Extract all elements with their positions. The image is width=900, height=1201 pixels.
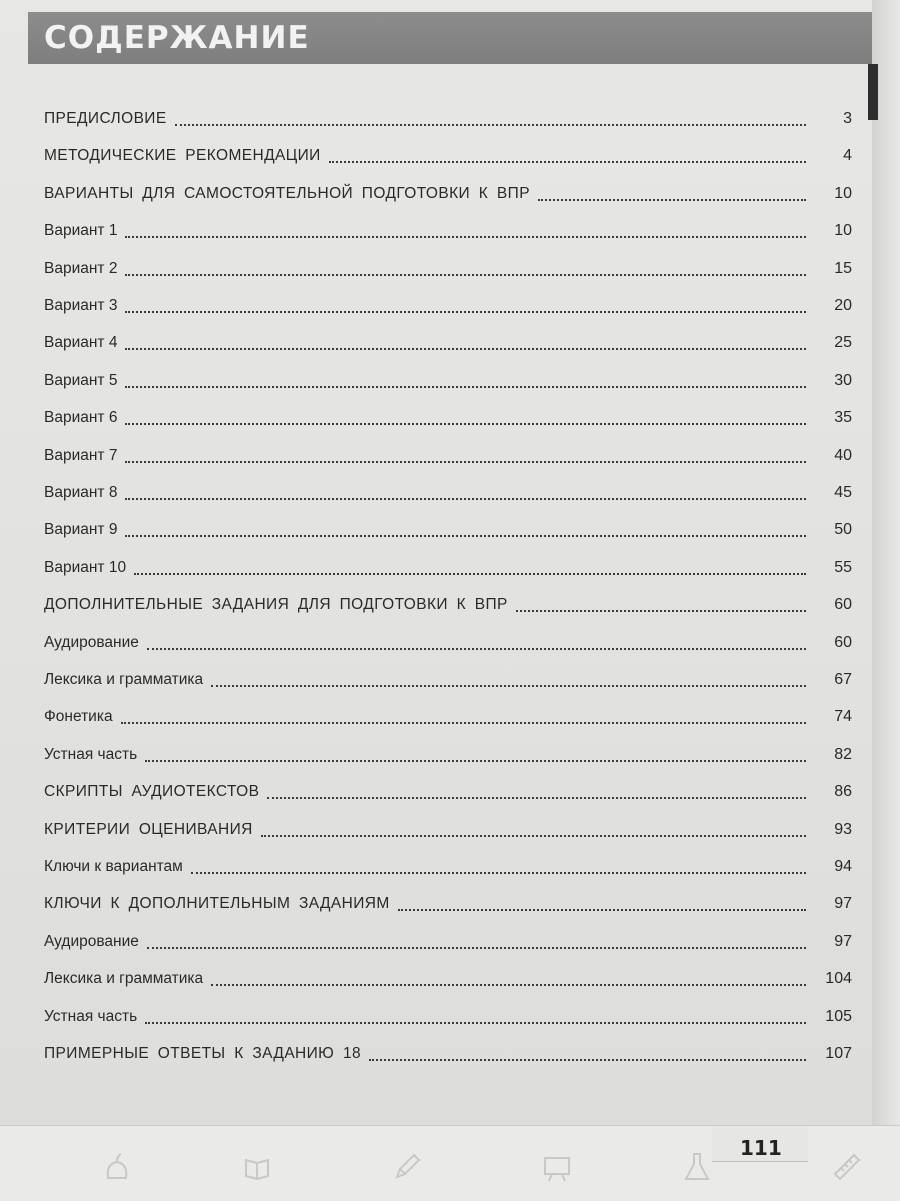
toc-entry-title: Фонетика [44, 708, 113, 726]
dot-leader [125, 497, 806, 500]
toc-entry [44, 1035, 852, 1065]
toc-entry [44, 437, 852, 467]
toc-entry-title: Аудирование [44, 633, 139, 651]
toc-entry-title: Вариант 2 [44, 259, 118, 277]
dot-leader [261, 834, 806, 837]
dot-leader [211, 684, 806, 687]
dot-leader [267, 796, 806, 799]
toc-entry-page: 107 [825, 1045, 852, 1062]
toc-entry [44, 287, 852, 317]
toc-entry [44, 474, 852, 504]
toc-entry-page: 104 [825, 970, 852, 988]
toc-entry-title: ДОПОЛНИТЕЛЬНЫЕ ЗАДАНИЯ ДЛЯ ПОДГОТОВКИ К ВПР [44, 596, 508, 614]
toc-entry-page: 10 [834, 184, 852, 202]
title-bar-shadow [868, 64, 878, 120]
toc-entry-page: 74 [834, 708, 852, 726]
toc-entry-page: 10 [834, 222, 852, 240]
dot-leader [538, 198, 806, 201]
dot-leader [516, 609, 806, 612]
toc-entry-page: 25 [834, 334, 852, 352]
toc-entry-title: Лексика и грамматика [44, 671, 204, 688]
dot-leader [125, 385, 806, 388]
toc-entry [44, 773, 852, 803]
toc-entry-title: Вариант 3 [44, 297, 118, 314]
toc-entry-page: 55 [834, 558, 852, 576]
flask-doodle-icon [680, 1150, 714, 1184]
toc-entry-page: 20 [834, 297, 852, 314]
page-title: СОДЕРЖАНИЕ [44, 20, 310, 56]
toc-entry [44, 736, 852, 766]
toc-entry-page: 35 [834, 409, 852, 427]
ruler-doodle-icon [830, 1150, 864, 1184]
dot-leader [125, 235, 806, 238]
toc-entry-title: Аудирование [44, 932, 139, 950]
toc-entry-title: Вариант 4 [44, 334, 118, 352]
toc-entry [44, 923, 852, 953]
toc-entry-page: 3 [843, 110, 852, 127]
toc-entry-page: 50 [834, 521, 852, 539]
book-doodle-icon [240, 1150, 274, 1184]
toc-entry-title: ПРЕДИСЛОВИЕ [44, 110, 167, 127]
toc-entry-title: Вариант 1 [44, 222, 118, 240]
toc-entry-page: 45 [834, 484, 852, 501]
toc-entry [44, 624, 852, 654]
toc-entry [44, 885, 852, 915]
dot-leader [369, 1058, 806, 1061]
board-doodle-icon [540, 1150, 574, 1184]
toc-entry-page: 30 [834, 371, 852, 389]
toc-entry-title: Ключи к вариантам [44, 858, 183, 875]
toc-entry [44, 212, 852, 242]
toc-entry [44, 811, 852, 841]
toc-entry-title: МЕТОДИЧЕСКИЕ РЕКОМЕНДАЦИИ [44, 147, 321, 165]
toc-entry [44, 549, 852, 579]
page-edge [872, 0, 900, 1200]
toc-entry-title: Вариант 9 [44, 521, 118, 539]
toc-entry-title: Вариант 5 [44, 371, 118, 389]
toc-entry-page: 40 [834, 446, 852, 464]
dot-leader [398, 908, 806, 911]
dot-leader [329, 160, 806, 163]
toc-entry-title: СКРИПТЫ АУДИОТЕКСТОВ [44, 783, 260, 801]
dot-leader [125, 460, 806, 463]
toc-entry-title: ВАРИАНТЫ ДЛЯ САМОСТОЯТЕЛЬНОЙ ПОДГОТОВКИ К ВПР [44, 184, 530, 202]
toc-entry [44, 698, 852, 728]
apple-doodle-icon [100, 1150, 134, 1184]
toc-entry [44, 998, 852, 1028]
dot-leader [211, 983, 806, 986]
dot-leader [125, 347, 806, 350]
toc-entry [44, 250, 852, 280]
toc-entry-page: 82 [834, 745, 852, 763]
title-bar [28, 12, 872, 64]
toc-entry-page: 93 [834, 820, 852, 838]
toc-entry-title: Вариант 6 [44, 409, 118, 427]
toc-entry-page: 15 [834, 259, 852, 277]
toc-entry-title: Вариант 7 [44, 446, 118, 464]
dot-leader [125, 422, 806, 425]
toc-entry-title: Устная часть [44, 745, 138, 763]
toc-entry-page: 105 [825, 1007, 852, 1025]
toc-entry [44, 511, 852, 541]
toc-entry-page: 86 [834, 783, 852, 801]
dot-leader [147, 946, 806, 949]
dot-leader [121, 721, 806, 724]
dot-leader [145, 1021, 806, 1024]
toc-entry-title: КРИТЕРИИ ОЦЕНИВАНИЯ [44, 820, 253, 838]
toc-entry-title: ПРИМЕРНЫЕ ОТВЕТЫ К ЗАДАНИЮ 18 [44, 1045, 361, 1062]
dot-leader [175, 123, 806, 126]
toc-entry [44, 175, 852, 205]
dot-leader [125, 273, 806, 276]
toc-entry-page: 4 [843, 147, 852, 165]
toc-entry-title: КЛЮЧИ К ДОПОЛНИТЕЛЬНЫМ ЗАДАНИЯМ [44, 895, 390, 913]
pencil-doodle-icon [390, 1150, 424, 1184]
toc-entry-page: 60 [834, 633, 852, 651]
toc-entry-title: Вариант 10 [44, 558, 127, 576]
toc-entry-title: Вариант 8 [44, 484, 118, 501]
toc-entry [44, 848, 852, 878]
dot-leader [145, 759, 806, 762]
dot-leader [147, 647, 806, 650]
toc-entry [44, 586, 852, 616]
dot-leader [125, 310, 806, 313]
dot-leader [125, 534, 806, 537]
dot-leader [191, 871, 806, 874]
toc-entry [44, 960, 852, 990]
toc-entry [44, 661, 852, 691]
toc-entry-page: 67 [834, 671, 852, 688]
toc-entry-title: Лексика и грамматика [44, 970, 204, 988]
toc-entry-page: 97 [834, 932, 852, 950]
page-number: 111 [740, 1136, 782, 1160]
toc-entry [44, 399, 852, 429]
toc-entry-page: 94 [834, 858, 852, 875]
toc-entry-page: 60 [834, 596, 852, 614]
toc-entry [44, 100, 852, 130]
toc-entry [44, 324, 852, 354]
toc-entry [44, 137, 852, 167]
toc-entry-title: Устная часть [44, 1007, 138, 1025]
toc-entry [44, 362, 852, 392]
dot-leader [134, 572, 806, 575]
toc-entry-page: 97 [834, 895, 852, 913]
